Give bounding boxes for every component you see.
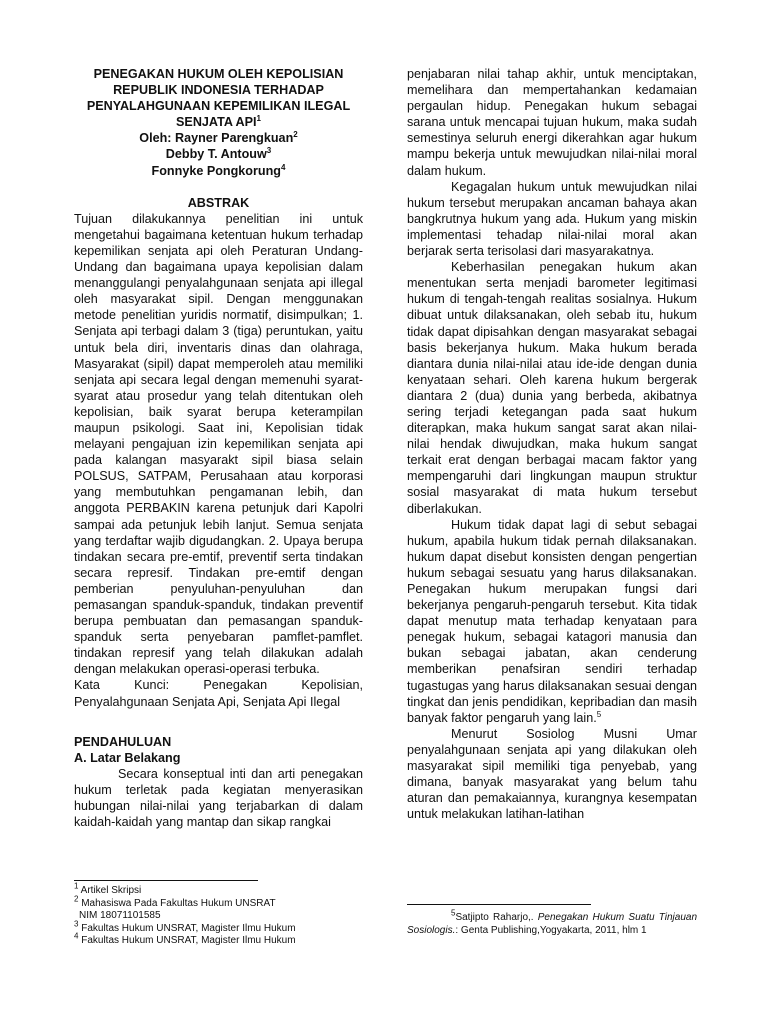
footnote-mark: 4 <box>74 932 79 942</box>
author-line <box>74 146 363 162</box>
author-line <box>74 163 363 179</box>
title-line: PENYALAHGUNAAN KEPEMILIKAN ILEGAL <box>86 99 351 114</box>
footnote-mark: 2 <box>293 130 298 140</box>
footnote-mark: 2 <box>74 894 79 904</box>
footnote-mark: 3 <box>266 146 272 156</box>
footnote: $^3$ Fakultas Hukum UNSRAT, Magister Ilmu Hukum <box>74 919 296 934</box>
abstract-heading: ABSTRAK <box>187 195 250 210</box>
footnote-mark: 5 <box>596 709 602 719</box>
footnote-divider <box>407 904 591 905</box>
title-line: SENJATA API <box>176 115 257 130</box>
footnote: $^4$ Fakultas Hukum UNSRAT, Magister Ilmu Hukum <box>74 932 296 947</box>
author-line <box>74 130 363 146</box>
body-paragraph: Hukum tidak dapat lagi di sebut sebagai hukum, apabila hukum tidak pernah dilaksanakan. hukum dapat disebut konsisten dengan pengertian hukum sebagai sesuatu yang harus dilaksanakan. Penegakan hukum merupakan fungsi dari bekerjanya pengaruh-pengaruh tersebut. Kita tidak dapat menutup mata terhadap kenyataan para penegak hukum, sebagai katagori manusia dan bukan sebagai jabatan, akan cenderung memberikan penafsiran sendiri terhadap tugastugas yang harus dilaksanakan sesuai dengan tingkat dan jenis pendidikan, kepribadian dan masih banyak faktor pengaruh yang lain.$^5$ <box>407 517 697 725</box>
left-column <box>74 66 363 830</box>
paper-header <box>74 66 363 179</box>
title-line-last <box>74 114 363 130</box>
author-prefix: Oleh: <box>139 131 175 146</box>
intro-paragraph: Secara konseptual inti dan arti penegakan hukum terletak pada kegiatan menyerasikan hubungan nilai-nilai yang terjabarkan di dalam kaidah-kaidah yang mantap dan sikap rangkai <box>74 766 363 830</box>
body-paragraph: Keberhasilan penegakan hukum akan menentukan serta menjadi barometer legitimasi hukum di tengah-tengah realitas sosialnya. Hukum dibuat untuk dilaksanakan, oleh sebab itu, hukum tidak dapat dipisahkan dengan masyarakat sebagai basis bekerjanya hukum. Maka hukum berada diantara dunia nilai-nilai atau ide-ide dengan dunia kenyataan sehari. Oleh karena hukum bergerak diantara 2 (dua) dunia yang berbeda, akibatnya sering terjadi ketegangan pada saat hukum diterapkan, maka hukum sangat sarat akan nilai-nilai hendak diwujudkan, maka hukum sangat terkait erat dengan berbagai macam faktor yang mempengaruhi dari lingkungan maupun struktur sosial masyarakat di mata hukum tersebut diberlakukan. <box>407 260 697 516</box>
footnote: $^5$Satjipto Raharjo,. Penegakan Hukum Suatu Tinjauan Sosiologis.: Genta Publishing,Yogyakarta, 2011, hlm 1 <box>407 908 697 936</box>
title-line: PENEGAKAN HUKUM OLEH KEPOLISIAN <box>93 67 344 81</box>
abstract-body: Tujuan dilakukannya penelitian ini untuk mengetahui bagaimana ketentuan hukum terhadap kepemilikan senjata api oleh Peraturan Undang-Undang dan bagaimana upaya kepolisian dalam menanggulangi penyalahgunaan senjata api illegal oleh masyarakat sipil. Dengan menggunakan metode penelitian yuridis normatif, disimpulkan; 1. Senjata api terbagi dalam 3 (tiga) peruntukan, yaitu untuk bela diri, inventaris dinas dan olahraga, Masyarakat (sipil) dapat memperoleh atau memiliki senjata api secara legal dengan memenuhi syarat-syarat atau prosedur yang telah ditentukan oleh kepolisian, baik syarat berupa keterampilan maupun psikologi. Saat ini, Kepolisian tidak melayani pengajuan izin kepemilikan senjata api pada kalangan masyarakt sipil biasa selain POLSUS, SATPAM, Perusahaan atau korporasi yang membutuhkan pengamanan lebih, dan anggota PERBAKIN karena petunjuk dari Kapolri sampai ada petunjuk lebih lanjut. Semua senjata yang terdaftar wajib digudangkan. 2. Upaya berupa tindakan secara pre-emtif, preventif serta tindakan secara represif. Tindakan pre-emtif dengan pemberian penyuluhan-penyuluhan dan pemasangan spanduk-spanduk, tindakan preventif berupa pembuatan dan pemasangan spanduk-spanduk serta penyebaran pamflet-pamflet. tindakan represif yang telah dilakukan adalah dengan melakukan operasi-operasi terbuka. <box>74 211 363 677</box>
footnotes-right <box>407 904 697 937</box>
author-name: Debby T. Antouw <box>165 147 267 162</box>
footnote-divider <box>74 880 258 881</box>
keywords: Kata Kunci: Penegakan Kepolisian, Penyalahgunaan Senjata Api, Senjata Api Ilegal <box>74 678 363 709</box>
footnote-mark: 1 <box>256 114 261 124</box>
footnote: NIM 18071101585 <box>79 910 161 922</box>
right-column <box>407 66 697 822</box>
footnote-mark: 3 <box>74 919 79 929</box>
title-line: REPUBLIK INDONESIA TERHADAP <box>113 83 324 98</box>
body-paragraph: Menurut Sosiolog Musni Umar penyalahgunaan senjata api yang dilakukan oleh masyarakat sipil memiliki tiga penyebab, yang dimana, banyak masyarakat yang belum tahu aturan dan pemakaiannya, kurangnya kesempatan untuk melakukan latihan-latihan <box>407 726 697 822</box>
footnotes-left <box>74 880 364 948</box>
author-name: Rayner Parengkuan <box>174 131 294 146</box>
footnote: $^1$ Artikel Skripsi <box>74 881 142 896</box>
footnote: $^2$ Mahasiswa Pada Fakultas Hukum UNSRAT <box>74 894 276 909</box>
section-heading: PENDAHULUAN <box>74 734 172 749</box>
author-name: Fonnyke Pongkorung <box>151 163 281 178</box>
footnote-mark: 1 <box>74 881 79 891</box>
subsection-heading: A. Latar Belakang <box>74 750 181 765</box>
body-paragraph: penjabaran nilai tahap akhir, untuk menciptakan, memelihara dan mempertahankan kedamaian pergaulan hidup. Penegakan hukum sebagai sarana untuk mencapai tujuan hukum, maka sudah semestinya seluruh energi dikerahkan agar hukum mampu bekerja untuk mewujudkan nilai-nilai moral dalam hukum. <box>407 67 697 178</box>
footnote-mark: 5 <box>451 908 456 918</box>
footnote-mark: 4 <box>280 162 286 172</box>
body-paragraph: Kegagalan hukum untuk mewujudkan nilai hukum tersebut merupakan ancaman bahaya akan bangkrutnya hukum yang ada. Hukum yang miskin implementasi tehadap nilai-nilai moral akan berjarak serta terisolasi dari masyarakatnya. <box>407 179 697 259</box>
cited-title: Penegakan Hukum Suatu Tinjauan Sosiologis. <box>407 912 697 936</box>
